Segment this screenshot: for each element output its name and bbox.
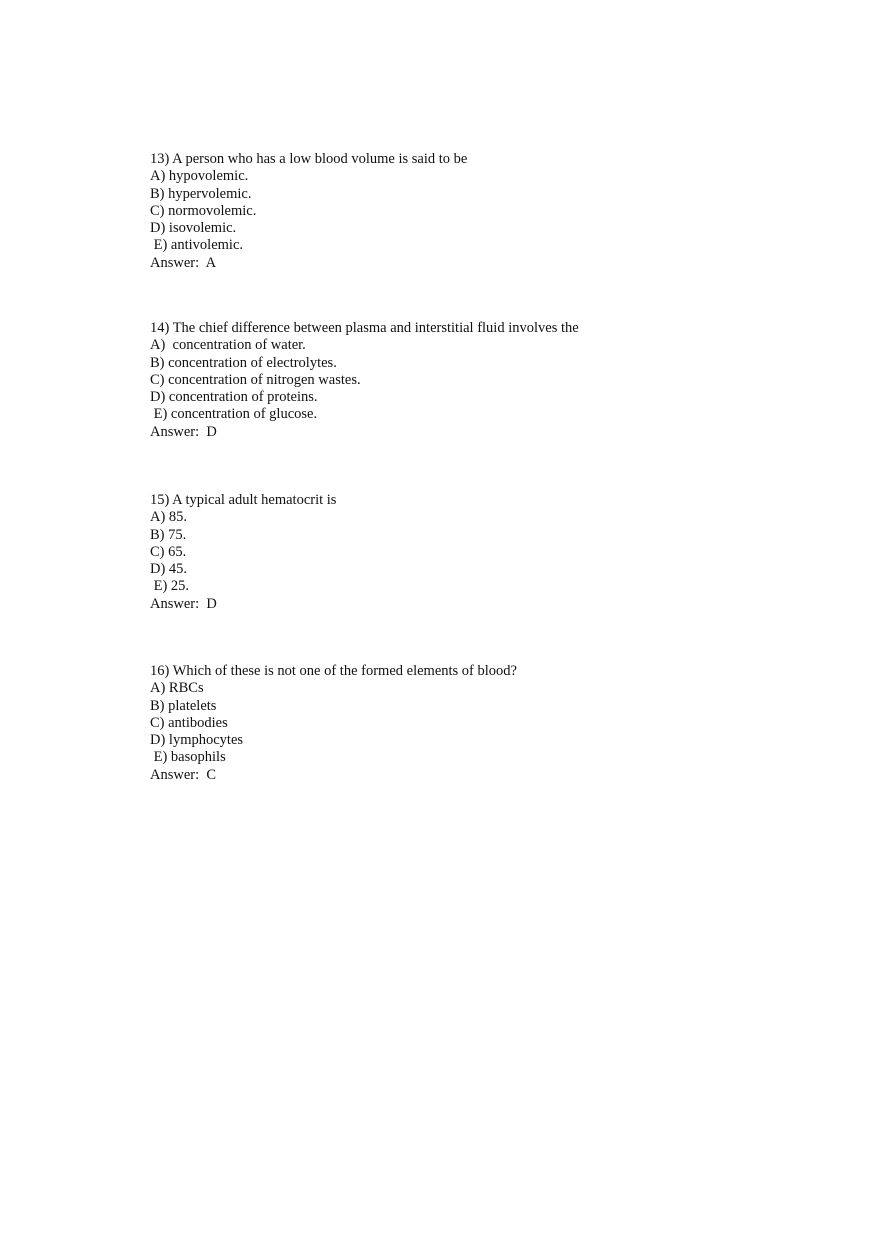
option-a: A) 85. xyxy=(150,509,188,526)
question-14 xyxy=(150,320,770,441)
question-stem: 14) The chief difference between plasma and interstitial fluid involves the xyxy=(150,320,579,336)
option-d: D) lymphocytes xyxy=(150,732,244,749)
answer-line: Answer: D xyxy=(150,595,217,612)
option-c: C) normovolemic. xyxy=(150,202,257,219)
option-a: A) hypovolemic. xyxy=(150,168,249,185)
question-13 xyxy=(150,151,770,272)
answer-line: Answer: D xyxy=(150,423,217,440)
answer-line: Answer: C xyxy=(150,766,217,783)
option-e: E) concentration of glucose. xyxy=(150,406,318,423)
option-d: D) concentration of proteins. xyxy=(150,389,318,406)
option-e: E) 25. xyxy=(150,578,190,595)
option-b: B) hypervolemic. xyxy=(150,185,252,202)
option-b: B) 75. xyxy=(150,526,187,543)
option-c: C) 65. xyxy=(150,543,187,560)
option-e: E) basophils xyxy=(150,749,226,766)
option-b: B) platelets xyxy=(150,697,217,714)
question-15 xyxy=(150,492,770,613)
option-d: D) 45. xyxy=(150,561,188,578)
option-c: C) antibodies xyxy=(150,714,228,731)
question-16 xyxy=(150,663,770,784)
option-a: A) RBCs xyxy=(150,680,204,697)
question-stem: 15) A typical adult hematocrit is xyxy=(150,492,337,508)
option-a: A) concentration of water. xyxy=(150,337,306,354)
option-d: D) isovolemic. xyxy=(150,220,237,237)
option-e: E) antivolemic. xyxy=(150,237,244,254)
option-c: C) concentration of nitrogen wastes. xyxy=(150,371,361,388)
option-b: B) concentration of electrolytes. xyxy=(150,354,337,371)
question-stem: 16) Which of these is not one of the formed elements of blood? xyxy=(150,663,517,679)
answer-line: Answer: A xyxy=(150,254,217,271)
question-stem: 13) A person who has a low blood volume is said to be xyxy=(150,151,468,167)
